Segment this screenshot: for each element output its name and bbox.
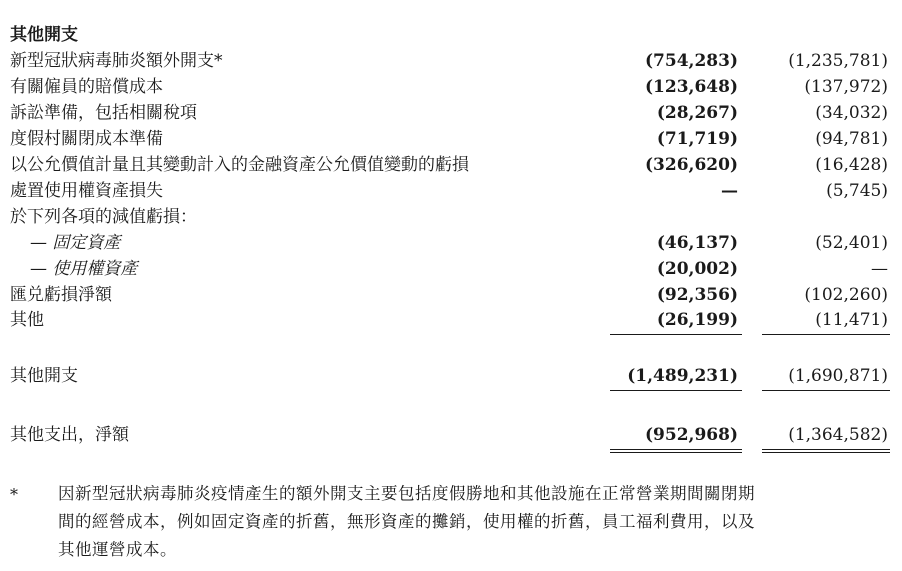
- footnote-line: 因新型冠狀病毒肺炎疫情產生的額外開支主要包括度假勝地和其他設施在正常營業期間關閉期: [58, 484, 755, 503]
- prior-year-value: (137,972): [804, 77, 888, 97]
- current-year-value: (20,002): [656, 259, 738, 279]
- row-label: 處置使用權資產損失: [10, 181, 163, 201]
- current-year-value: (326,620): [645, 155, 738, 175]
- prior-year-value: (16,428): [815, 155, 888, 175]
- double-rule-bottom: [762, 452, 890, 453]
- table-row: [0, 307, 902, 333]
- table-row: [0, 48, 902, 74]
- current-year-value: —: [721, 181, 738, 201]
- subtotal-rule: [762, 334, 890, 335]
- current-year-value: (46,137): [656, 233, 738, 253]
- row-label: 於下列各項的減值虧損：: [10, 207, 197, 227]
- row-label: 有關僱員的賠償成本: [10, 77, 163, 97]
- net-total-row: [0, 422, 902, 448]
- prior-year-value: (5,745): [826, 181, 888, 201]
- prior-year-value: (11,471): [815, 310, 888, 330]
- net-total-current-value: (952,968): [645, 425, 738, 445]
- table-row: [0, 126, 902, 152]
- subtotal-rule: [610, 334, 742, 335]
- row-label: — 固定資產: [30, 233, 121, 253]
- double-rule-top: [610, 449, 742, 450]
- footnote-line: 間的經營成本，例如固定資產的折舊，無形資產的攤銷，使用權的折舊，員工福利費用，以及: [58, 512, 755, 531]
- prior-year-value: (94,781): [815, 129, 888, 149]
- row-label: 新型冠狀病毒肺炎額外開支*: [10, 51, 223, 71]
- current-year-value: (754,283): [645, 51, 738, 71]
- prior-year-value: [740, 204, 888, 230]
- net-total-prior-value: (1,364,582): [788, 425, 888, 445]
- table-row: [0, 152, 902, 178]
- table-row: [0, 178, 902, 204]
- total-label: 其他開支: [10, 366, 78, 386]
- prior-year-value: (1,235,781): [788, 51, 888, 71]
- table-row: [0, 282, 902, 308]
- table-row: [0, 100, 902, 126]
- table-row: [0, 230, 902, 256]
- total-prior-value: (1,690,871): [788, 366, 888, 386]
- current-year-value: (26,199): [656, 310, 738, 330]
- table-row: [0, 204, 902, 230]
- total-rule: [762, 390, 890, 391]
- row-label: 度假村關閉成本準備: [10, 129, 163, 149]
- prior-year-value: (52,401): [815, 233, 888, 253]
- net-total-label: 其他支出，淨額: [10, 425, 129, 445]
- prior-year-value: (34,032): [815, 103, 888, 123]
- total-row: [0, 363, 902, 389]
- section-title: 其他開支: [10, 25, 78, 45]
- table-row: [0, 256, 902, 282]
- current-year-value: (92,356): [656, 285, 738, 305]
- footnote-text: [58, 480, 890, 564]
- row-label: — 使用權資產: [30, 259, 138, 279]
- current-year-value: [590, 204, 738, 230]
- current-year-value: (71,719): [656, 129, 738, 149]
- current-year-value: (28,267): [656, 103, 738, 123]
- total-current-value: (1,489,231): [627, 366, 738, 386]
- current-year-value: (123,648): [645, 77, 738, 97]
- row-label: 匯兑虧損淨額: [10, 285, 112, 305]
- total-rule: [610, 390, 742, 391]
- double-rule-bottom: [610, 452, 742, 453]
- prior-year-value: (102,260): [804, 285, 888, 305]
- double-rule-top: [762, 449, 890, 450]
- row-label: 其他: [10, 310, 44, 330]
- footnote-mark: *: [10, 485, 18, 504]
- footnote-line: 其他運營成本。: [58, 540, 177, 559]
- prior-year-value: —: [871, 259, 888, 279]
- row-label: 以公允價值計量且其變動計入的金融資產公允價值變動的虧損: [10, 155, 469, 175]
- table-row: [0, 74, 902, 100]
- row-label: 訴訟準備，包括相關稅項: [10, 103, 197, 123]
